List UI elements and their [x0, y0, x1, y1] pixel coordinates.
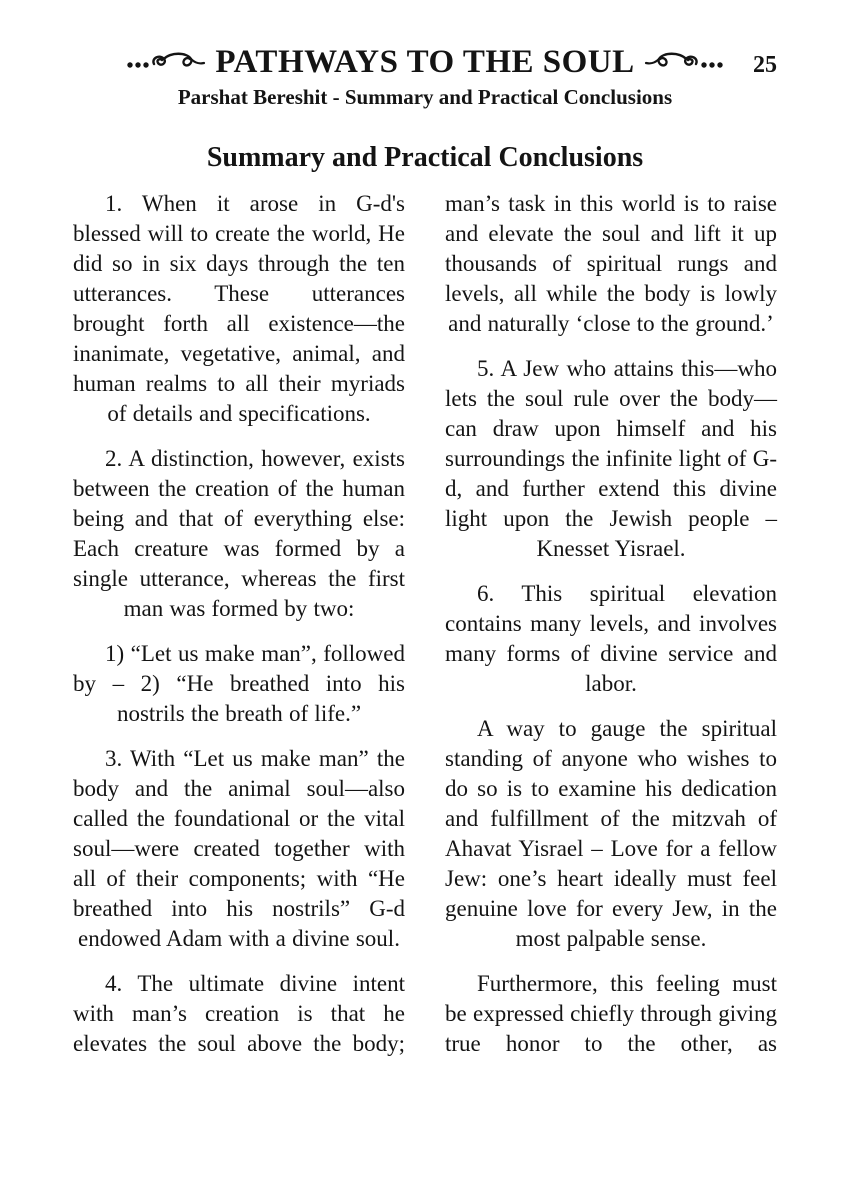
section-heading: Summary and Practical Conclusions: [206, 142, 644, 174]
paragraph: 5. A Jew who attains this—who lets the soul rule over the body—can draw upon himself and his surroundings the infinite light of G-d, and further extend this divine light upon the Jewish people – Knesset Yisrael.: [445, 355, 777, 561]
title-line: [73, 44, 777, 80]
paragraph: 3. With “Let us make man” the body and the animal soul—also called the foundational or the vital soul—were created together with all of their components; with “He breathed into his nostrils” G-d endowed Adam with a divine soul.: [73, 745, 405, 951]
chapter-subtitle: Parshat Bereshit - Summary and Practical Conclusions: [177, 85, 673, 110]
book-title: PATHWAYS TO THE SOUL: [215, 44, 635, 80]
paragraph: 2. A distinction, however, exists between the creation of the human being and that of everything else: Each creature was formed by a single utterance, whereas the first man was formed by two:: [73, 445, 405, 621]
paragraph: man’s task in this world is to raise and elevate the soul and lift it up thousands of spiritual rungs and levels, all while the body is lowly and naturally ‘close to the ground.’: [445, 190, 777, 336]
paragraph: 6. This spiritual elevation contains many levels, and involves many forms of divine service and labor.: [445, 580, 777, 696]
paragraph: Furthermore, this feeling must be expressed chiefly through giving true honor to the other, as: [445, 970, 777, 1056]
text-column-left: [73, 189, 405, 1074]
text-columns: [73, 189, 777, 1074]
text-column-right: [445, 189, 777, 1074]
paragraph: 1) “Let us make man”, followed by – 2) “He breathed into his nostrils the breath of life.”: [73, 640, 405, 726]
flourish-right-icon: [643, 50, 725, 74]
running-header: [73, 44, 777, 110]
paragraph: A way to gauge the spiritual standing of anyone who wishes to do so is to examine his dedication and fulfillment of the mitzvah of Ahavat Yisrael – Love for a fellow Jew: one’s heart ideally must feel genuine love for every Jew, in the most palpable sense.: [445, 715, 777, 951]
page-number: 25: [753, 52, 777, 78]
flourish-left-icon: [125, 50, 207, 74]
paragraph: 1. When it arose in G-d's blessed will to create the world, He did so in six days through the ten utterances. These utterances brought forth all existence—the inanimate, vegetative, animal, and human realms to all their myriads of details and specifications.: [73, 190, 405, 426]
paragraph: 4. The ultimate divine intent with man’s creation is that he elevates the soul above the body;: [73, 970, 405, 1056]
